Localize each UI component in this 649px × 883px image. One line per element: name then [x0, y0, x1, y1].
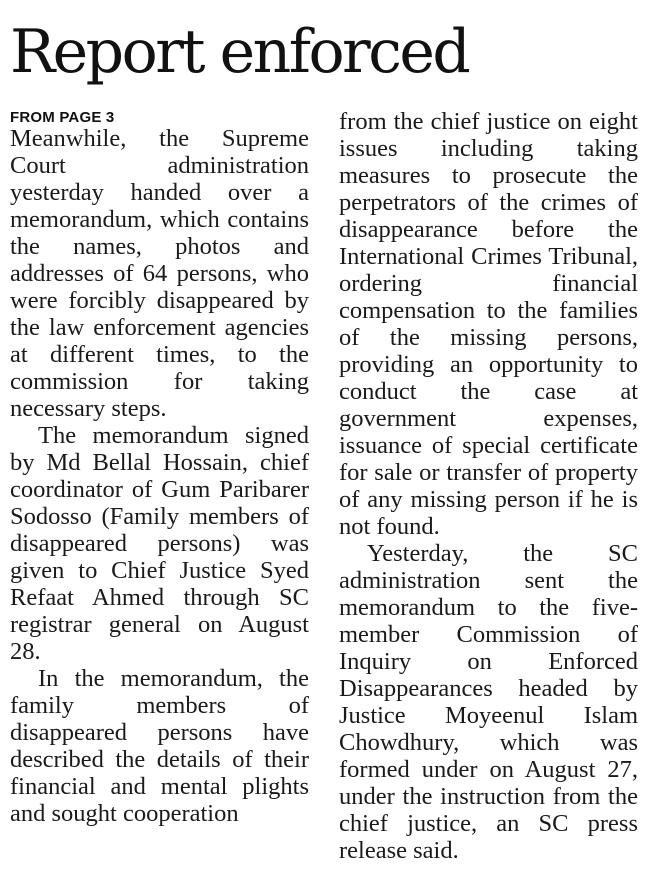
article-column-right	[339, 108, 638, 864]
article-column-left	[10, 108, 309, 827]
headline: Report enforced	[10, 17, 469, 87]
paragraph: from the chief justice on eight issues including taking measures to prosecute the perpetrators of the crimes of disappearance before the International Crimes Tribunal, ordering financial compensation to the families of the missing persons, providing an opportunity to conduct the case at government expenses, issuance of special certificate for sale or transfer of property of any missing person if he is not found.	[339, 108, 638, 540]
paragraph: The memorandum signed by Md Bellal Hossain, chief coordinator of Gum Paribarer Sodosso (Family members of disappeared persons) was given to Chief Justice Syed Refaat Ahmed through SC registrar general on August 28.	[10, 422, 309, 665]
paragraph: Meanwhile, the Supreme Court administration yesterday handed over a memorandum, which contains the names, photos and addresses of 64 persons, who were forcibly disappeared by the law enforcement agencies at different times, to the commission for taking necessary steps.	[10, 125, 309, 422]
paragraph: In the memorandum, the family members of disappeared persons have described the details of their financial and mental plights and sought cooperation	[10, 665, 309, 827]
continuation-kicker: FROM PAGE 3	[10, 109, 115, 126]
paragraph: Yesterday, the SC administration sent the memorandum to the five-member Commission of Inquiry on Enforced Disappearances headed by Justice Moyeenul Islam Chowdhury, which was formed under on August 27, under the instruction from the chief justice, an SC press release said.	[339, 540, 638, 864]
